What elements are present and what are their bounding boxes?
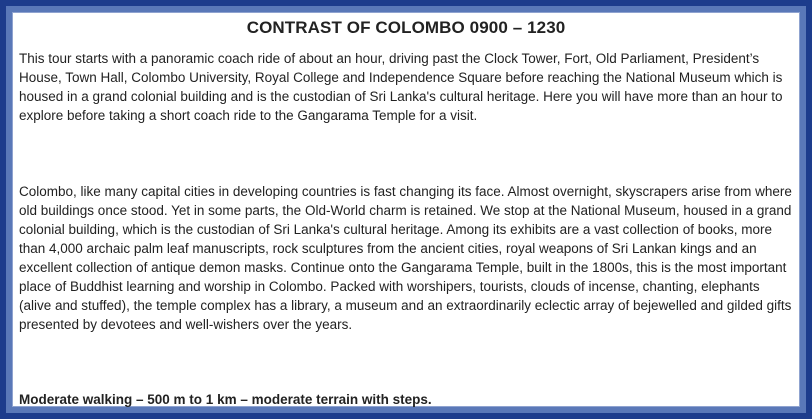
intro-paragraph: This tour starts with a panoramic coach ride of about an hour, driving past the Clock Tower, Fort, Old Parliament, President’s House, Town Hall, Colombo University, Royal College and Independence Square before reaching the National Museum which is housed in a grand colonial building and is the custodian of Sri Lanka's cultural heritage. Here you will have more than an hour to explore before taking a short coach ride to the Gangarama Temple for a visit. xyxy=(19,51,783,123)
details-paragraph: Colombo, like many capital cities in developing countries is fast changing its face. Almost overnight, skyscrapers arise from where old buildings once stood. Yet in some parts, the Old-World charm is retained. We stop at the National Museum, housed in a grand colonial building, which is the custodian of Sri Lanka's cultural heritage. Among its exhibits are a vast collection of books, more than 4,000 archaic palm leaf manuscripts, rock sculptures from the ancient cities, royal weapons of Sri Lankan kings and an excellent collection of antique demon masks. Continue onto the Gangarama Temple, built in the 1800s, this is the most important place of Buddhist learning and worship in Colombo. Packed with worshipers, tourists, clouds of incense, chanting, elephants (alive and stuffed), the temple complex has a library, a museum and an extraordinarily eclectic array of bejewelled and gilded gifts presented by devotees and well-wishers over the years. xyxy=(19,184,792,332)
page-title: CONTRAST OF COLOMBO 0900 – 1230 xyxy=(246,18,566,37)
document-page xyxy=(12,12,800,407)
walking-note: Moderate walking – 500 m to 1 km – moderate terrain with steps. xyxy=(19,392,432,407)
tour-description xyxy=(13,13,799,406)
